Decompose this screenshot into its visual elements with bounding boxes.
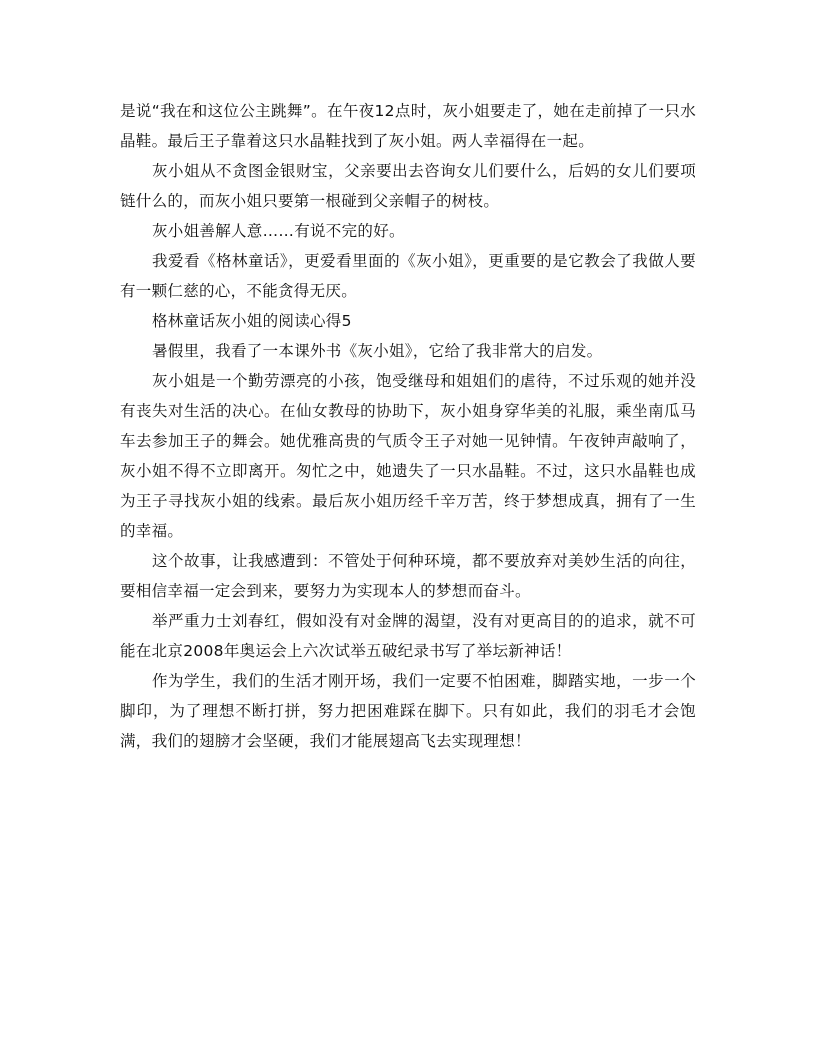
document-page <box>120 96 696 756</box>
paragraph: 灰小姐是一个勤劳漂亮的小孩，饱受继母和姐姐们的虐待，不过乐观的她并没有丧失对生活的决心。在仙女教母的协助下，灰小姐身穿华美的礼服，乘坐南瓜马车去参加王子的舞会。她优雅高贵的气质令王子对她一见钟情。午夜钟声敲响了，灰小姐不得不立即离开。匆忙之中，她遗失了一只水晶鞋。不过，这只水晶鞋也成为王子寻找灰小姐的线索。最后灰小姐历经千辛万苦，终于梦想成真，拥有了一生的幸福。 <box>120 372 696 540</box>
paragraph: 这个故事，让我感遭到：不管处于何种环境，都不要放弃对美妙生活的向往，要相信幸福一定会到来，要努力为实现本人的梦想而奋斗。 <box>120 552 696 600</box>
paragraph: 我爱看《格林童话》，更爱看里面的《灰小姐》，更重要的是它教会了我做人要有一颗仁慈的心，不能贪得无厌。 <box>120 252 696 300</box>
paragraph: 灰小姐从不贪图金银财宝，父亲要出去咨询女儿们要什么，后妈的女儿们要项链什么的，而灰小姐只要第一根碰到父亲帽子的树枝。 <box>120 162 696 210</box>
paragraph: 举严重力士刘春红，假如没有对金牌的渴望，没有对更高目的的追求，就不可能在北京2008年奥运会上六次试举五破纪录书写了举坛新神话！ <box>120 612 696 660</box>
paragraph: 暑假里，我看了一本课外书《灰小姐》，它给了我非常大的启发。 <box>152 342 603 360</box>
section-heading: 格林童话灰小姐的阅读心得5 <box>152 312 352 330</box>
paragraph: 灰小姐善解人意……有说不完的好。 <box>152 222 405 240</box>
paragraph-continuation: 是说“我在和这位公主跳舞”。在午夜12点时，灰小姐要走了，她在走前掉了一只水晶鞋。最后王子靠着这只水晶鞋找到了灰小姐。两人幸福得在一起。 <box>120 102 696 150</box>
paragraph: 作为学生，我们的生活才刚开场，我们一定要不怕困难，脚踏实地，一步一个脚印，为了理想不断打拼，努力把困难踩在脚下。只有如此，我们的羽毛才会饱满，我们的翅膀才会坚硬，我们才能展翅高飞去实现理想！ <box>120 672 696 750</box>
